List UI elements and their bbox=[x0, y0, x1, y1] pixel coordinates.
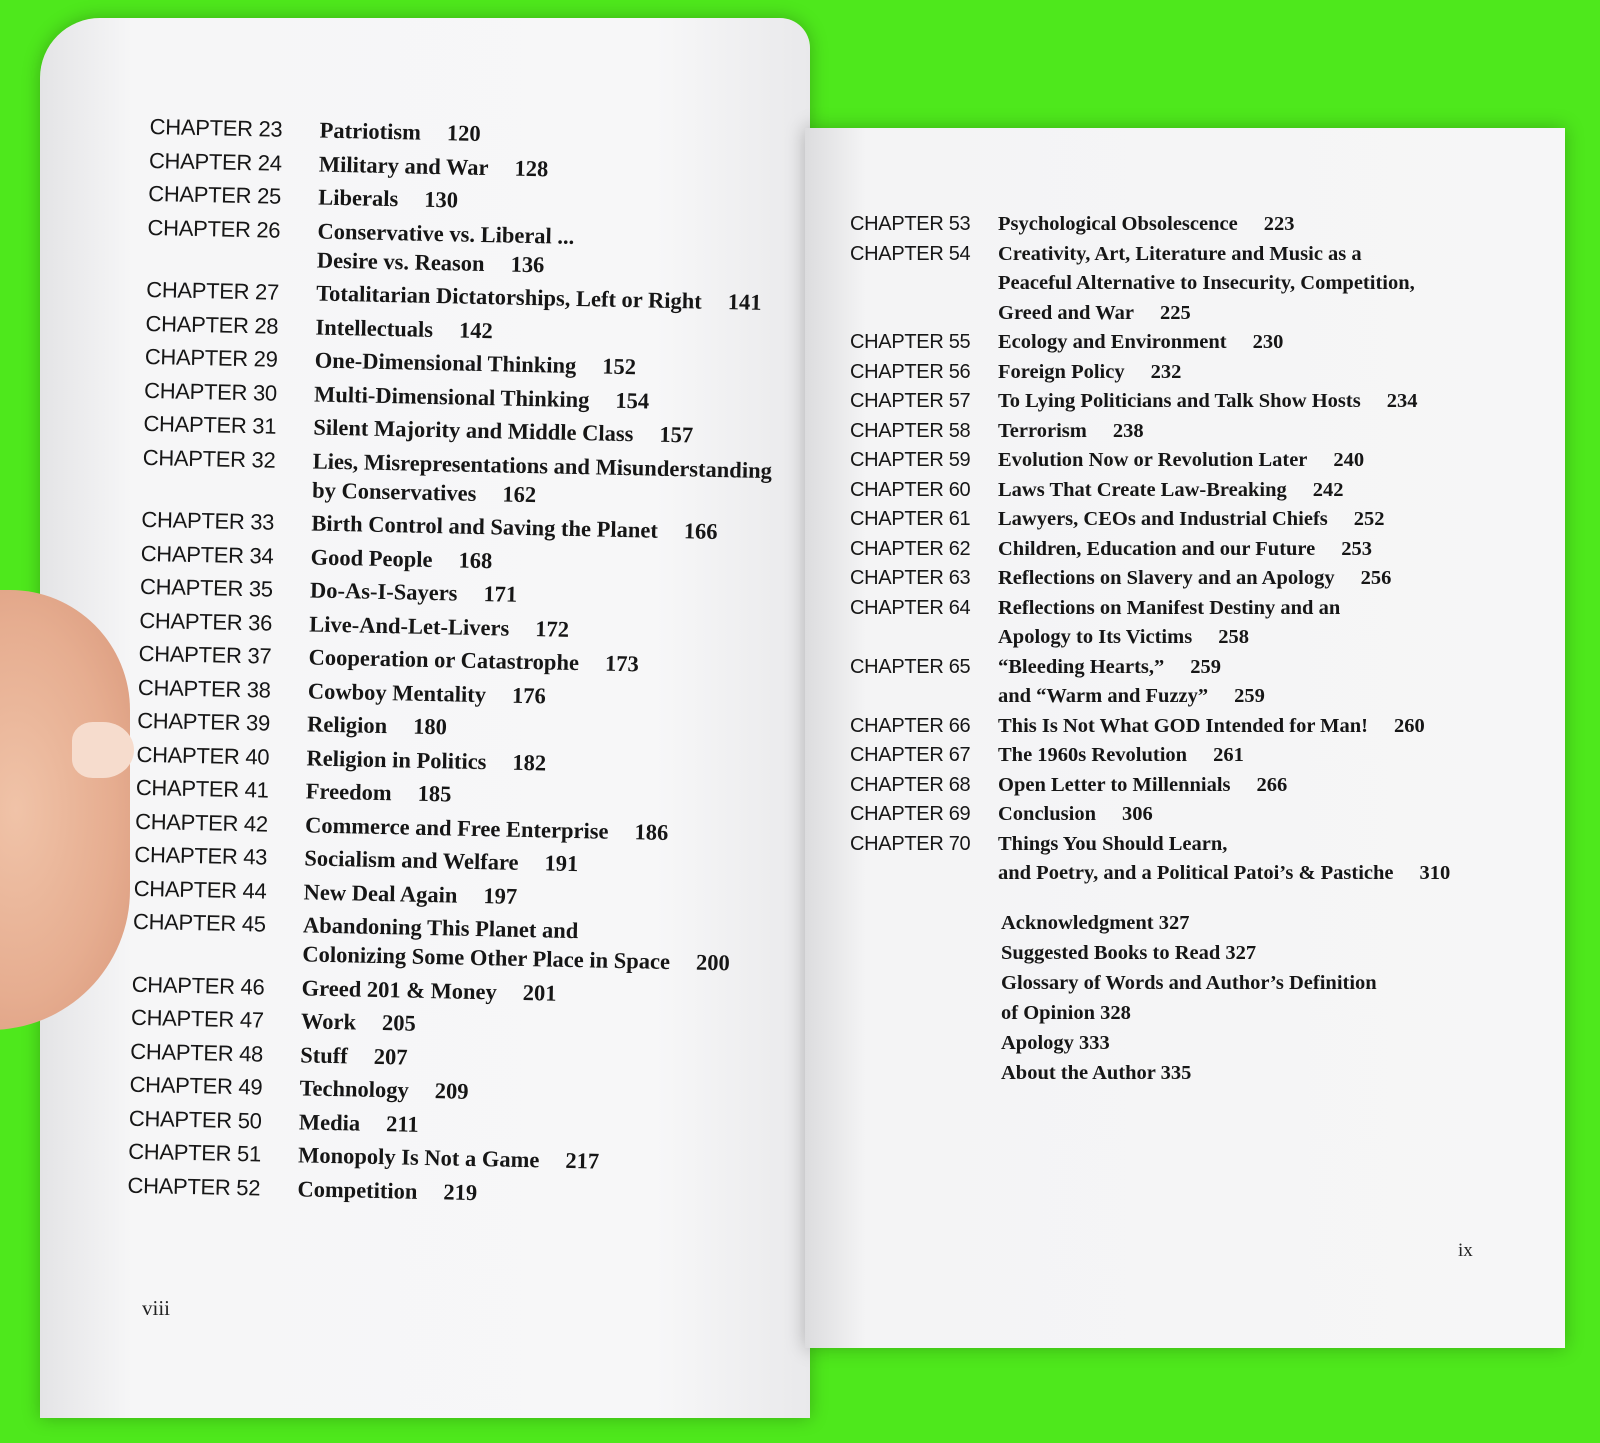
toc-entry bbox=[147, 212, 798, 284]
chapter-page: 200 bbox=[695, 949, 731, 976]
chapter-title bbox=[319, 149, 800, 188]
chapter-title bbox=[998, 476, 1540, 506]
chapter-page: 172 bbox=[534, 615, 570, 642]
backmatter-item: Apology 333 bbox=[1001, 1032, 1110, 1054]
chapter-title bbox=[998, 830, 1540, 889]
chapter-number: CHAPTER 31 bbox=[143, 410, 277, 439]
chapter-title bbox=[315, 312, 796, 351]
toc-entry bbox=[850, 712, 1540, 742]
chapter-title bbox=[312, 446, 793, 514]
chapter-title bbox=[998, 594, 1540, 653]
chapter-title-line: Multi-Dimensional Thinking 154 bbox=[313, 381, 650, 414]
chapter-title-line: This Is Not What GOD Intended for Man! 260 bbox=[998, 714, 1425, 737]
chapter-title-line: Cooperation or Catastrophe 173 bbox=[308, 644, 639, 677]
chapter-title-line: Conservative vs. Liberal ... bbox=[317, 218, 575, 249]
chapter-title-line: Totalitarian Dictatorships, Left or Right 141 bbox=[315, 280, 762, 315]
chapter-number: CHAPTER 24 bbox=[148, 147, 282, 176]
chapter-title-line: Liberals 130 bbox=[317, 184, 459, 213]
backmatter-item: Glossary of Words and Author’s Definition bbox=[1001, 972, 1377, 994]
chapter-number: CHAPTER 23 bbox=[149, 113, 283, 142]
chapter-title-line: and Poetry, and a Political Patoi’s & Pastiche 310 bbox=[998, 862, 1451, 884]
chapter-title bbox=[998, 358, 1540, 388]
chapter-number: CHAPTER 28 bbox=[145, 310, 279, 339]
chapter-title-line: Apology to Its Victims 258 bbox=[998, 626, 1249, 648]
chapter-title bbox=[998, 387, 1540, 417]
chapter-title-line: The 1960s Revolution 261 bbox=[998, 744, 1244, 766]
chapter-page: 259 bbox=[1234, 685, 1265, 707]
chapter-page: 252 bbox=[1353, 508, 1385, 530]
chapter-page: 225 bbox=[1159, 301, 1191, 324]
chapter-title bbox=[308, 642, 789, 681]
toc-entry bbox=[850, 210, 1540, 240]
toc-entry bbox=[850, 594, 1540, 653]
chapter-number: CHAPTER 30 bbox=[143, 377, 278, 406]
chapter-title bbox=[998, 771, 1540, 801]
chapter-page: 173 bbox=[604, 650, 639, 677]
chapter-title bbox=[305, 810, 786, 849]
chapter-page: 259 bbox=[1190, 655, 1222, 678]
toc-entry bbox=[850, 535, 1540, 565]
chapter-title bbox=[998, 417, 1540, 447]
chapter-page: 234 bbox=[1386, 390, 1418, 412]
chapter-title-line: and “Warm and Fuzzy” 259 bbox=[998, 685, 1265, 707]
chapter-page: 197 bbox=[483, 882, 518, 909]
toc-entry bbox=[132, 907, 783, 979]
chapter-number: CHAPTER 55 bbox=[850, 331, 971, 353]
chapter-title-line: Birth Control and Saving the Planet 166 bbox=[311, 510, 718, 544]
backmatter-item: About the Author 335 bbox=[1001, 1062, 1192, 1084]
chapter-number: CHAPTER 54 bbox=[850, 242, 971, 265]
chapter-title-line: Do-As-I-Sayers 171 bbox=[309, 577, 518, 607]
chapter-title bbox=[307, 709, 788, 748]
chapter-title-line: Laws That Create Law-Breaking 242 bbox=[998, 478, 1344, 501]
chapter-title-line: Lawyers, CEOs and Industrial Chiefs 252 bbox=[998, 508, 1385, 530]
chapter-page: 310 bbox=[1419, 862, 1451, 884]
chapter-number: CHAPTER 67 bbox=[850, 744, 971, 766]
chapter-page: 238 bbox=[1112, 419, 1144, 442]
toc-entry bbox=[850, 417, 1540, 447]
chapter-title bbox=[310, 575, 791, 614]
toc-entry bbox=[850, 741, 1540, 771]
chapter-number: CHAPTER 45 bbox=[132, 908, 266, 937]
chapter-page: 256 bbox=[1360, 567, 1392, 589]
chapter-page: 191 bbox=[544, 850, 579, 877]
chapter-title-line: Reflections on Manifest Destiny and an bbox=[998, 596, 1341, 619]
chapter-page: 166 bbox=[683, 518, 718, 544]
chapter-number: CHAPTER 32 bbox=[142, 444, 276, 473]
chapter-number: CHAPTER 66 bbox=[850, 714, 971, 737]
chapter-title bbox=[998, 240, 1540, 329]
chapter-title-line: Psychological Obsolescence 223 bbox=[998, 213, 1295, 235]
chapter-number: CHAPTER 49 bbox=[129, 1071, 263, 1100]
chapter-number: CHAPTER 50 bbox=[128, 1105, 262, 1134]
chapter-title bbox=[298, 1140, 779, 1179]
chapter-title-line: Media 211 bbox=[298, 1108, 419, 1137]
chapter-title bbox=[998, 653, 1540, 712]
chapter-number: CHAPTER 36 bbox=[139, 607, 273, 636]
chapter-page: 185 bbox=[417, 780, 452, 807]
chapter-title bbox=[316, 279, 797, 318]
chapter-number: CHAPTER 44 bbox=[133, 875, 267, 904]
chapter-title-line: Monopoly Is Not a Game 217 bbox=[297, 1142, 600, 1174]
chapter-number: CHAPTER 53 bbox=[850, 213, 971, 235]
chapter-title-line: Work 205 bbox=[300, 1008, 417, 1036]
chapter-page: 306 bbox=[1121, 803, 1153, 825]
chapter-number: CHAPTER 65 bbox=[850, 655, 971, 678]
chapter-page: 260 bbox=[1394, 714, 1425, 737]
chapter-title bbox=[308, 676, 789, 715]
chapter-number: CHAPTER 29 bbox=[144, 343, 278, 372]
toc-entry bbox=[850, 505, 1540, 535]
chapter-number: CHAPTER 40 bbox=[136, 741, 270, 770]
chapter-number: CHAPTER 25 bbox=[148, 180, 282, 209]
toc-entry bbox=[850, 446, 1540, 476]
chapter-title-line: Peaceful Alternative to Insecurity, Competition, bbox=[998, 272, 1415, 294]
chapter-title bbox=[301, 973, 782, 1012]
chapter-title bbox=[300, 1040, 781, 1079]
chapter-page: 168 bbox=[458, 547, 493, 573]
chapter-number: CHAPTER 52 bbox=[127, 1172, 261, 1201]
chapter-number: CHAPTER 48 bbox=[130, 1038, 264, 1067]
chapter-number: CHAPTER 33 bbox=[141, 506, 275, 535]
chapter-title-line: Creativity, Art, Literature and Music as a bbox=[998, 242, 1362, 265]
chapter-page: 258 bbox=[1218, 626, 1249, 648]
backmatter-item: Suggested Books to Read 327 bbox=[1001, 942, 1257, 964]
toc-entry bbox=[142, 442, 793, 514]
chapter-page: 141 bbox=[727, 289, 762, 315]
chapter-page: 266 bbox=[1256, 773, 1288, 796]
chapter-number: CHAPTER 47 bbox=[130, 1004, 264, 1033]
chapter-number: CHAPTER 56 bbox=[850, 360, 971, 383]
chapter-number: CHAPTER 34 bbox=[140, 540, 274, 569]
chapter-title bbox=[299, 1107, 780, 1146]
chapter-page: 162 bbox=[502, 480, 537, 507]
page-number-left: viii bbox=[142, 1296, 171, 1320]
chapter-title bbox=[998, 505, 1540, 535]
chapter-title bbox=[306, 776, 787, 815]
chapter-title bbox=[309, 609, 790, 648]
chapter-title-line: Competition 219 bbox=[297, 1175, 478, 1205]
chapter-title bbox=[311, 508, 792, 547]
chapter-title-line: Socialism and Welfare 191 bbox=[304, 845, 579, 877]
chapter-title-line: Stuff 207 bbox=[300, 1041, 408, 1070]
chapter-title-line: To Lying Politicians and Talk Show Hosts 234 bbox=[998, 390, 1418, 412]
chapter-page: 201 bbox=[522, 979, 557, 1006]
chapter-title bbox=[998, 741, 1540, 771]
toc-left-list bbox=[127, 112, 800, 1217]
chapter-number: CHAPTER 42 bbox=[134, 808, 269, 837]
chapter-number: CHAPTER 57 bbox=[850, 390, 971, 412]
chapter-number: CHAPTER 61 bbox=[850, 508, 971, 530]
backmatter-item: of Opinion 328 bbox=[1001, 1002, 1131, 1024]
chapter-page: 253 bbox=[1341, 537, 1373, 560]
chapter-title-line: by Conservatives 162 bbox=[311, 476, 537, 507]
chapter-title-line: Silent Majority and Middle Class 157 bbox=[313, 414, 694, 448]
chapter-page: 211 bbox=[385, 1110, 419, 1137]
chapter-page: 182 bbox=[512, 749, 547, 775]
chapter-page: 232 bbox=[1150, 360, 1182, 383]
chapter-number: CHAPTER 38 bbox=[137, 674, 271, 703]
toc-entry bbox=[850, 830, 1540, 889]
chapter-title-line: Open Letter to Millennials 266 bbox=[998, 773, 1288, 796]
toc-entry bbox=[850, 800, 1540, 830]
chapter-title-line: Patriotism 120 bbox=[319, 117, 481, 146]
chapter-number: CHAPTER 59 bbox=[850, 449, 971, 471]
chapter-page: 261 bbox=[1213, 744, 1244, 766]
chapter-title-line: Children, Education and our Future 253 bbox=[998, 537, 1373, 560]
chapter-title bbox=[998, 564, 1540, 594]
chapter-page: 219 bbox=[443, 1178, 478, 1205]
toc-entry bbox=[850, 358, 1540, 388]
chapter-title-line: Religion in Politics 182 bbox=[306, 744, 547, 775]
toc-entry bbox=[850, 328, 1540, 358]
chapter-number: CHAPTER 63 bbox=[850, 567, 971, 589]
chapter-title-line: Intellectuals 142 bbox=[315, 314, 494, 343]
toc-entry bbox=[850, 387, 1540, 417]
chapter-title-line: Cowboy Mentality 176 bbox=[307, 677, 547, 708]
chapter-page: 130 bbox=[423, 186, 459, 213]
chapter-page: 217 bbox=[565, 1147, 600, 1174]
chapter-title-line: Reflections on Slavery and an Apology 256 bbox=[998, 567, 1392, 589]
chapter-page: 152 bbox=[602, 353, 637, 380]
chapter-title bbox=[998, 535, 1540, 565]
chapter-page: 157 bbox=[659, 421, 694, 448]
chapter-title-line: “Bleeding Hearts,” 259 bbox=[998, 655, 1222, 678]
chapter-title bbox=[314, 379, 795, 418]
chapter-number: CHAPTER 51 bbox=[127, 1138, 262, 1167]
chapter-title-line: Religion 180 bbox=[306, 711, 448, 740]
chapter-title-line: Greed 201 & Money 201 bbox=[301, 974, 557, 1006]
chapter-title bbox=[998, 210, 1540, 240]
toc-entry bbox=[850, 564, 1540, 594]
chapter-title bbox=[302, 910, 783, 978]
chapter-page: 128 bbox=[514, 155, 549, 181]
chapter-number: CHAPTER 64 bbox=[850, 596, 971, 619]
chapter-title bbox=[303, 877, 784, 916]
chapter-number: CHAPTER 26 bbox=[147, 214, 281, 243]
chapter-page: 209 bbox=[434, 1078, 469, 1104]
chapter-page: 230 bbox=[1252, 331, 1284, 353]
chapter-page: 176 bbox=[511, 682, 547, 708]
chapter-title bbox=[310, 542, 791, 581]
chapter-title-line: Desire vs. Reason 136 bbox=[316, 247, 545, 277]
chapter-page: 240 bbox=[1333, 449, 1365, 471]
chapter-title-line: Foreign Policy 232 bbox=[998, 360, 1182, 383]
chapter-title-line: Commerce and Free Enterprise 186 bbox=[304, 811, 669, 845]
chapter-title-line: Military and War 128 bbox=[318, 151, 549, 181]
chapter-title bbox=[306, 743, 787, 782]
chapter-number: CHAPTER 69 bbox=[850, 803, 971, 825]
chapter-title bbox=[998, 328, 1540, 358]
chapter-number: CHAPTER 39 bbox=[136, 707, 271, 736]
chapter-page: 207 bbox=[373, 1043, 408, 1070]
chapter-page: 223 bbox=[1263, 213, 1295, 235]
chapter-number: CHAPTER 37 bbox=[138, 640, 272, 669]
toc-entry bbox=[850, 653, 1540, 712]
chapter-page: 242 bbox=[1312, 478, 1344, 501]
chapter-page: 120 bbox=[446, 120, 481, 146]
chapter-page: 205 bbox=[381, 1010, 417, 1036]
toc-right-list bbox=[850, 210, 1540, 889]
chapter-number: CHAPTER 68 bbox=[850, 773, 971, 796]
chapter-title-line: Lies, Misrepresentations and Misunderstanding bbox=[312, 447, 773, 483]
chapter-page: 154 bbox=[615, 387, 650, 414]
toc-entry bbox=[850, 240, 1540, 329]
chapter-title-line: Good People 168 bbox=[310, 543, 493, 573]
thumbnail bbox=[72, 722, 134, 778]
backmatter-list bbox=[1001, 908, 1561, 1088]
chapter-title bbox=[998, 800, 1540, 830]
chapter-page: 186 bbox=[634, 818, 669, 845]
backmatter-item: Acknowledgment 327 bbox=[1001, 912, 1190, 934]
chapter-title-line: Ecology and Environment 230 bbox=[998, 331, 1284, 353]
chapter-title bbox=[998, 446, 1540, 476]
chapter-number: CHAPTER 58 bbox=[850, 419, 971, 442]
chapter-title-line: Colonizing Some Other Place in Space 200 bbox=[302, 941, 731, 976]
chapter-number: CHAPTER 62 bbox=[850, 537, 971, 560]
chapter-title bbox=[299, 1073, 780, 1112]
chapter-page: 136 bbox=[510, 251, 545, 277]
chapter-title bbox=[318, 183, 799, 222]
toc-entry bbox=[850, 476, 1540, 506]
chapter-title-line: Freedom 185 bbox=[305, 778, 452, 807]
chapter-title-line: Technology 209 bbox=[299, 1075, 469, 1104]
chapter-title bbox=[998, 712, 1540, 742]
chapter-page: 171 bbox=[483, 581, 518, 607]
chapter-title-line: Conclusion 306 bbox=[998, 803, 1153, 825]
chapter-number: CHAPTER 35 bbox=[139, 573, 274, 602]
chapter-title-line: Live-And-Let-Livers 172 bbox=[309, 610, 570, 642]
chapter-title-line: Terrorism 238 bbox=[998, 419, 1144, 442]
chapter-title-line: Evolution Now or Revolution Later 240 bbox=[998, 449, 1365, 471]
page-number-right: ix bbox=[1458, 1240, 1473, 1261]
chapter-page: 180 bbox=[412, 713, 448, 740]
chapter-title-line: One-Dimensional Thinking 152 bbox=[314, 347, 637, 380]
chapter-number: CHAPTER 43 bbox=[134, 841, 268, 870]
chapter-title bbox=[317, 216, 798, 284]
chapter-title-line: Things You Should Learn, bbox=[998, 832, 1228, 855]
chapter-page: 142 bbox=[458, 317, 494, 343]
chapter-title-line: New Deal Again 197 bbox=[303, 878, 518, 909]
chapter-title-line: Abandoning This Planet and bbox=[302, 912, 579, 944]
chapter-number: CHAPTER 41 bbox=[135, 774, 269, 803]
chapter-number: CHAPTER 46 bbox=[131, 971, 265, 1000]
chapter-title bbox=[304, 843, 785, 882]
toc-entry bbox=[850, 771, 1540, 801]
chapter-number: CHAPTER 70 bbox=[850, 832, 971, 855]
chapter-title bbox=[297, 1174, 778, 1213]
chapter-number: CHAPTER 60 bbox=[850, 478, 971, 501]
chapter-title bbox=[301, 1006, 782, 1045]
chapter-title bbox=[313, 412, 794, 451]
chapter-number: CHAPTER 27 bbox=[146, 276, 280, 305]
chapter-title-line: Greed and War 225 bbox=[998, 301, 1191, 324]
chapter-title bbox=[315, 346, 796, 385]
